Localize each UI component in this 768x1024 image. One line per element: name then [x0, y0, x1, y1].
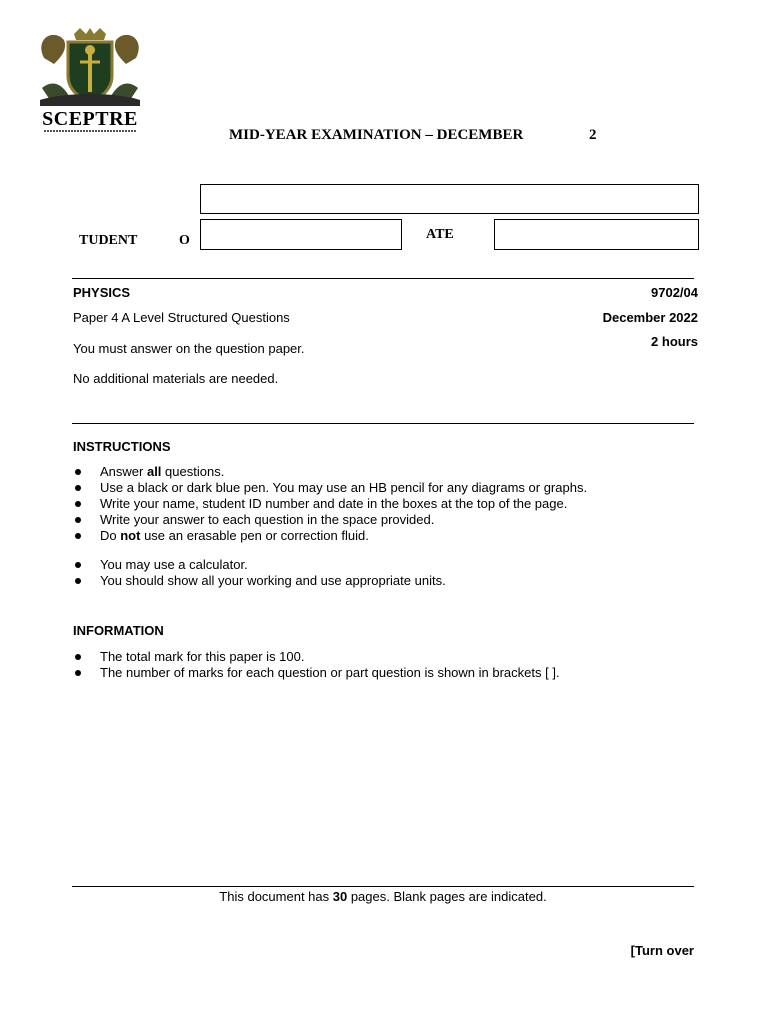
- paper-duration: 2 hours: [651, 334, 698, 349]
- information-list: [73, 649, 560, 681]
- subject: PHYSICS: [73, 285, 131, 300]
- list-item: You should show all your working and use appropriate units.: [73, 573, 446, 589]
- student-id-box[interactable]: [200, 219, 402, 250]
- list-item: Do not use an erasable pen or correction fluid.: [73, 528, 587, 544]
- list-item: The number of marks for each question or part question is shown in brackets [ ].: [73, 665, 560, 681]
- list-item: Use a black or dark blue pen. You may use an HB pencil for any diagrams or graphs.: [73, 480, 587, 496]
- list-item: Answer all questions.: [73, 464, 587, 480]
- list-item: Write your answer to each question in the space provided.: [73, 512, 587, 528]
- instructions-list: [73, 464, 587, 544]
- paper-session: December 2022: [602, 310, 698, 325]
- answer-note: You must answer on the question paper.: [73, 341, 305, 356]
- crest-wordmark: SCEPTRE: [42, 108, 138, 130]
- paper-title: Paper 4 A Level Structured Questions: [73, 310, 290, 325]
- page-count-note: This document has 30 pages. Blank pages are indicated.: [219, 889, 547, 904]
- name-box[interactable]: [200, 184, 699, 214]
- crest-shield-icon: [34, 28, 146, 108]
- date-box[interactable]: [494, 219, 699, 250]
- materials-note: No additional materials are needed.: [73, 371, 279, 386]
- student-label: TUDENT: [79, 233, 138, 248]
- student-no-label: O: [179, 233, 190, 248]
- exam-title: MID-YEAR EXAMINATION – DECEMBER: [229, 127, 524, 143]
- divider-bottom: [72, 886, 694, 887]
- divider-middle: [72, 423, 694, 424]
- turn-over: [Turn over: [630, 943, 694, 958]
- list-item: The total mark for this paper is 100.: [73, 649, 560, 665]
- date-label: ATE: [426, 227, 454, 242]
- list-item: Write your name, student ID number and date in the boxes at the top of the page.: [73, 496, 587, 512]
- divider-top: [72, 278, 694, 279]
- exam-title-number: 2: [589, 127, 597, 143]
- paper-code: 9702/04: [651, 285, 698, 300]
- crest-motto-strip: [44, 130, 136, 132]
- list-item: You may use a calculator.: [73, 557, 446, 573]
- instructions-list-2: [73, 557, 446, 589]
- information-heading: INFORMATION: [73, 623, 164, 638]
- instructions-heading: INSTRUCTIONS: [73, 439, 171, 454]
